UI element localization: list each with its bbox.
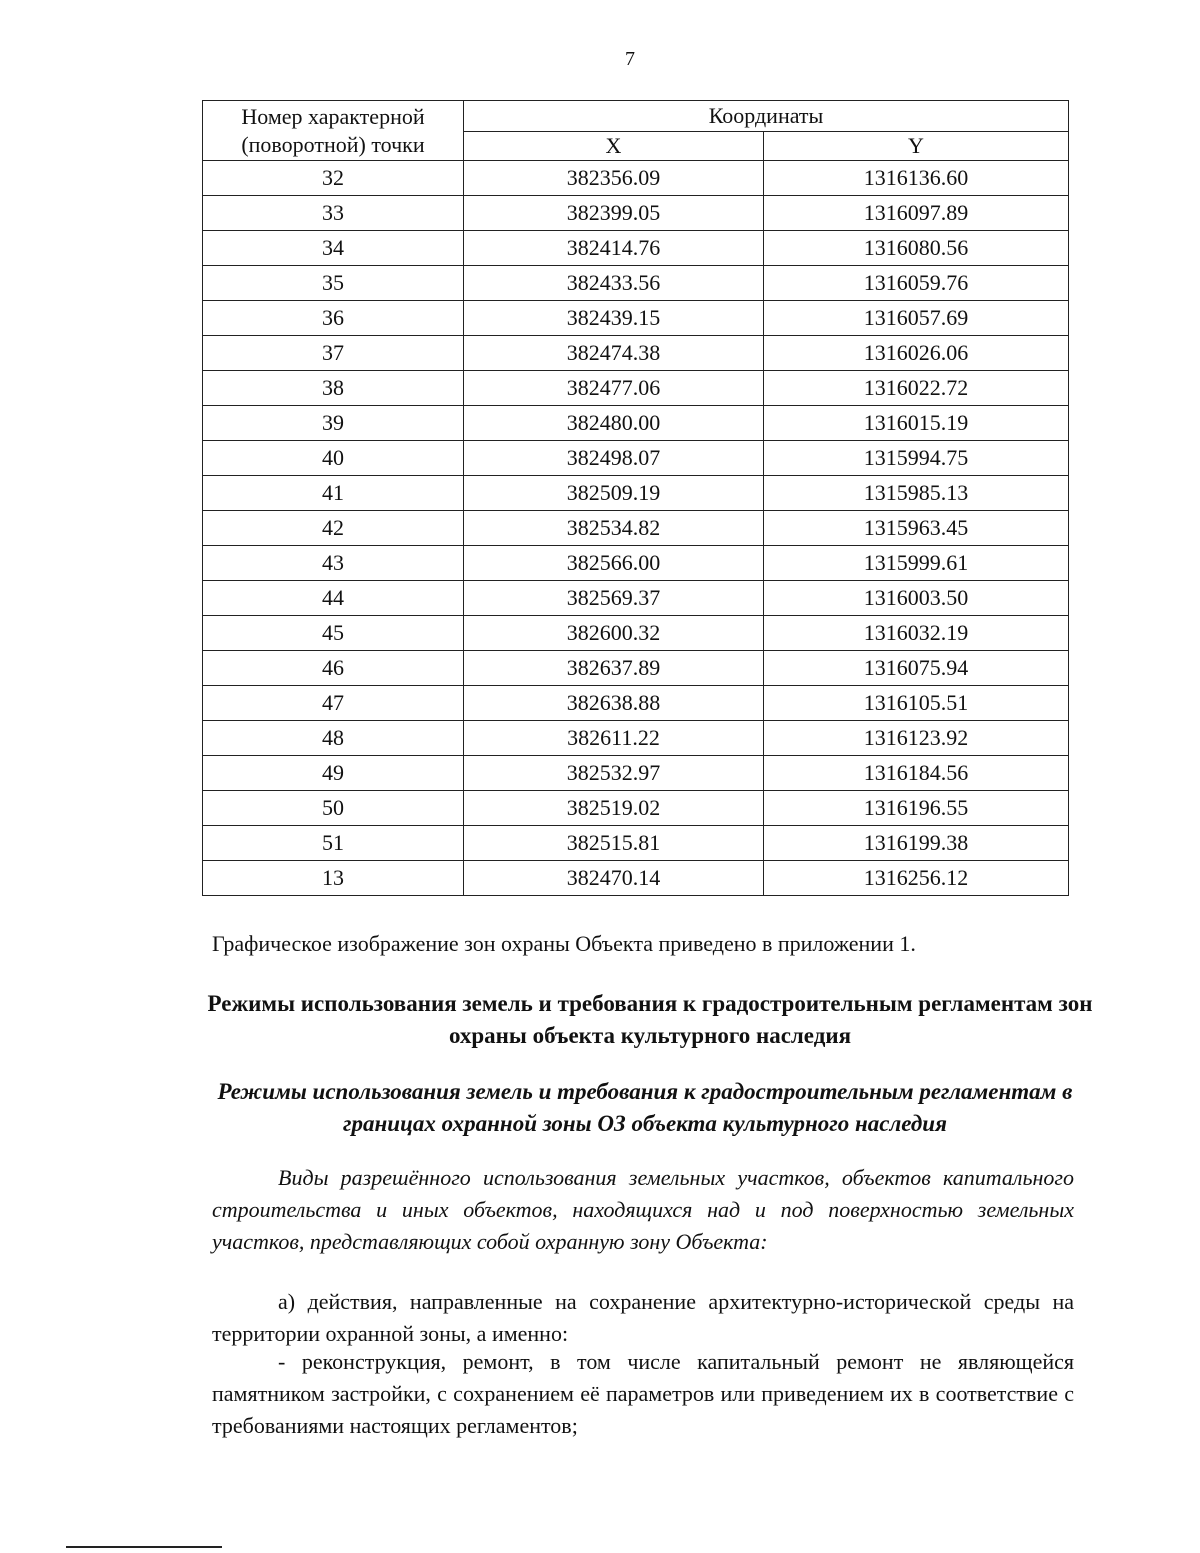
cell-x: 382399.05 xyxy=(464,196,764,231)
cell-x: 382439.15 xyxy=(464,301,764,336)
footnote-divider xyxy=(66,1546,222,1548)
cell-point: 51 xyxy=(203,826,464,861)
header-y: Y xyxy=(764,132,1069,161)
cell-y: 1315999.61 xyxy=(764,546,1069,581)
cell-y: 1316136.60 xyxy=(764,161,1069,196)
cell-point: 48 xyxy=(203,721,464,756)
cell-point: 13 xyxy=(203,861,464,896)
cell-y: 1316075.94 xyxy=(764,651,1069,686)
paragraph-reconstruction: - реконструкция, ремонт, в том числе капитальный ремонт не являющейся памятником застройки, с сохранением её параметров или приведением их в соответствие с требованиями настоящих регламентов; xyxy=(212,1349,1074,1438)
cell-point: 34 xyxy=(203,231,464,266)
cell-point: 41 xyxy=(203,476,464,511)
cell-y: 1316199.38 xyxy=(764,826,1069,861)
cell-y: 1316123.92 xyxy=(764,721,1069,756)
cell-point: 46 xyxy=(203,651,464,686)
cell-x: 382600.32 xyxy=(464,616,764,651)
cell-x: 382611.22 xyxy=(464,721,764,756)
table-row xyxy=(203,686,1069,721)
table-row xyxy=(203,826,1069,861)
cell-point: 45 xyxy=(203,616,464,651)
header-point-number: Номер характерной (поворотной) точки xyxy=(203,101,464,161)
table-row xyxy=(203,231,1069,266)
cell-x: 382534.82 xyxy=(464,511,764,546)
cell-point: 37 xyxy=(203,336,464,371)
section-title: Режимы использования земель и требования к градостроительным регламентам зон охраны объекта культурного наследия xyxy=(207,991,1093,1048)
cell-y: 1316022.72 xyxy=(764,371,1069,406)
cell-x: 382532.97 xyxy=(464,756,764,791)
table-row xyxy=(203,371,1069,406)
table-row xyxy=(203,651,1069,686)
cell-y: 1316080.56 xyxy=(764,231,1069,266)
cell-x: 382519.02 xyxy=(464,791,764,826)
cell-point: 39 xyxy=(203,406,464,441)
cell-x: 382566.00 xyxy=(464,546,764,581)
table-row xyxy=(203,616,1069,651)
cell-y: 1316003.50 xyxy=(764,581,1069,616)
header-coordinates: Координаты xyxy=(464,101,1069,132)
cell-y: 1315985.13 xyxy=(764,476,1069,511)
table-body xyxy=(203,161,1069,896)
paragraph-permitted-uses: Виды разрешённого использования земельных участков, объектов капитального строительства и иных объектов, находящихся над и под поверхностью земельных участков, представляющих собой охранную зону Объекта: xyxy=(212,1165,1074,1254)
table-row xyxy=(203,161,1069,196)
table-row xyxy=(203,791,1069,826)
cell-y: 1316256.12 xyxy=(764,861,1069,896)
table-row xyxy=(203,756,1069,791)
cell-x: 382414.76 xyxy=(464,231,764,266)
cell-point: 36 xyxy=(203,301,464,336)
cell-point: 40 xyxy=(203,441,464,476)
cell-point: 49 xyxy=(203,756,464,791)
header-x: X xyxy=(464,132,764,161)
paragraph-actions: а) действия, направленные на сохранение архитектурно-исторической среды на территории охранной зоны, а именно: xyxy=(212,1289,1074,1346)
table-row xyxy=(203,476,1069,511)
cell-y: 1316015.19 xyxy=(764,406,1069,441)
cell-y: 1316057.69 xyxy=(764,301,1069,336)
cell-y: 1315963.45 xyxy=(764,511,1069,546)
table-row xyxy=(203,581,1069,616)
cell-x: 382477.06 xyxy=(464,371,764,406)
cell-point: 42 xyxy=(203,511,464,546)
table-row xyxy=(203,441,1069,476)
subsection-title: Режимы использования земель и требования к градостроительным регламентам в границах охранной зоны ОЗ объекта культурного наследия xyxy=(217,1079,1073,1136)
cell-point: 44 xyxy=(203,581,464,616)
cell-y: 1316196.55 xyxy=(764,791,1069,826)
table-row xyxy=(203,721,1069,756)
caption-text: Графическое изображение зон охраны Объекта приведено в приложении 1. xyxy=(212,931,916,956)
cell-y: 1316184.56 xyxy=(764,756,1069,791)
cell-x: 382480.00 xyxy=(464,406,764,441)
cell-x: 382474.38 xyxy=(464,336,764,371)
table-row xyxy=(203,406,1069,441)
page-number: 7 xyxy=(625,48,635,70)
cell-y: 1316026.06 xyxy=(764,336,1069,371)
cell-point: 33 xyxy=(203,196,464,231)
table-row xyxy=(203,336,1069,371)
cell-x: 382498.07 xyxy=(464,441,764,476)
coordinates-table xyxy=(202,100,1069,896)
cell-x: 382569.37 xyxy=(464,581,764,616)
cell-point: 35 xyxy=(203,266,464,301)
cell-y: 1316059.76 xyxy=(764,266,1069,301)
cell-y: 1316105.51 xyxy=(764,686,1069,721)
cell-point: 47 xyxy=(203,686,464,721)
table-row xyxy=(203,301,1069,336)
cell-x: 382470.14 xyxy=(464,861,764,896)
cell-y: 1316097.89 xyxy=(764,196,1069,231)
cell-point: 50 xyxy=(203,791,464,826)
cell-y: 1315994.75 xyxy=(764,441,1069,476)
table-row xyxy=(203,266,1069,301)
table-row xyxy=(203,196,1069,231)
cell-x: 382637.89 xyxy=(464,651,764,686)
cell-y: 1316032.19 xyxy=(764,616,1069,651)
cell-x: 382509.19 xyxy=(464,476,764,511)
table-row xyxy=(203,861,1069,896)
cell-point: 38 xyxy=(203,371,464,406)
cell-x: 382638.88 xyxy=(464,686,764,721)
cell-point: 32 xyxy=(203,161,464,196)
cell-x: 382433.56 xyxy=(464,266,764,301)
cell-x: 382515.81 xyxy=(464,826,764,861)
cell-x: 382356.09 xyxy=(464,161,764,196)
table-row xyxy=(203,511,1069,546)
cell-point: 43 xyxy=(203,546,464,581)
table-row xyxy=(203,546,1069,581)
